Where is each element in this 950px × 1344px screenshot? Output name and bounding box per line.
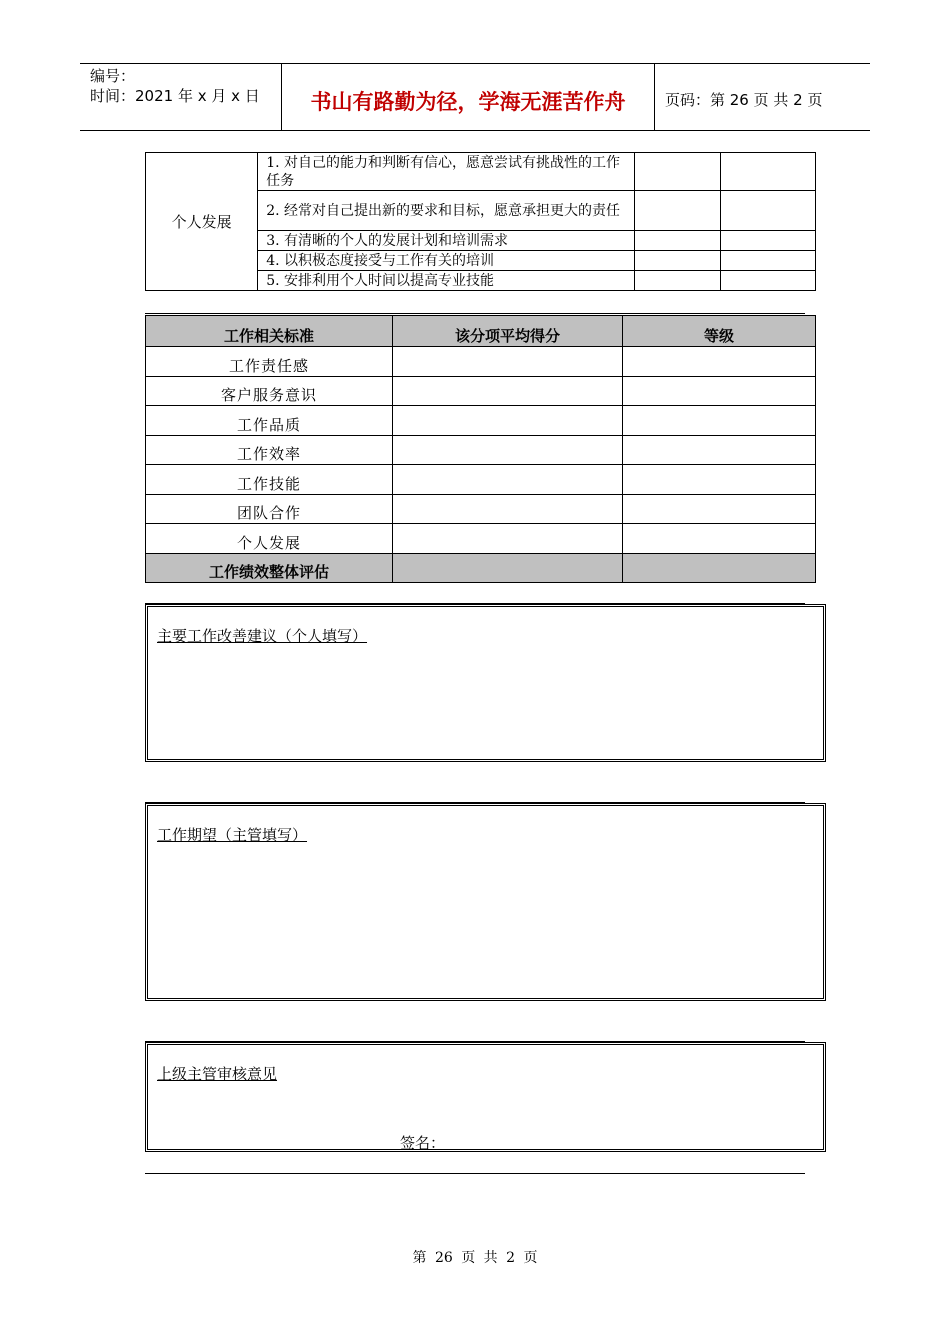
criteria-item: 1. 对自己的能力和判断有信心，愿意尝试有挑战性的工作任务 <box>258 153 635 191</box>
grade-cell[interactable] <box>720 271 815 291</box>
section-rule <box>145 313 805 314</box>
grade-cell[interactable] <box>623 435 816 465</box>
average-score-cell[interactable] <box>393 376 623 406</box>
criteria-item: 4. 以积极态度接受与工作有关的培训 <box>258 251 635 271</box>
grade-cell[interactable] <box>623 524 816 554</box>
grade-cell[interactable] <box>623 465 816 495</box>
header-top-rule <box>80 63 870 64</box>
score-cell[interactable] <box>635 231 720 251</box>
overall-score-cell[interactable] <box>393 553 623 583</box>
summary-table <box>145 315 816 583</box>
column-header-average-score: 该分项平均得分 <box>393 316 623 347</box>
grade-cell[interactable] <box>720 191 815 231</box>
average-score-cell[interactable] <box>393 347 623 377</box>
criteria-item: 5. 安排利用个人时间以提高专业技能 <box>258 271 635 291</box>
score-cell[interactable] <box>635 191 720 231</box>
score-cell[interactable] <box>635 251 720 271</box>
header-meta <box>90 66 260 106</box>
header-page-info: 页码：第 26 页 共 2 页 <box>665 91 823 109</box>
signature-label: 签名： <box>400 1134 446 1152</box>
supervisor-review-title: 上级主管审核意见 <box>157 1065 278 1083</box>
criteria-name: 工作技能 <box>146 465 393 495</box>
grade-cell[interactable] <box>623 406 816 436</box>
column-header-criteria: 工作相关标准 <box>146 316 393 347</box>
header-motto: 书山有路勤为径，学海无涯苦作舟 <box>310 90 626 114</box>
work-expectation-box[interactable] <box>145 803 826 1001</box>
page-footer: 第 26 页 共 2 页 <box>412 1250 538 1266</box>
grade-cell[interactable] <box>720 251 815 271</box>
grade-cell[interactable] <box>623 376 816 406</box>
grade-cell[interactable] <box>623 494 816 524</box>
criteria-name: 工作品质 <box>146 406 393 436</box>
document-number-label: 编号： <box>90 67 136 85</box>
criteria-name: 客户服务意识 <box>146 376 393 406</box>
average-score-cell[interactable] <box>393 435 623 465</box>
average-score-cell[interactable] <box>393 494 623 524</box>
section-rule <box>145 1173 805 1174</box>
criteria-name: 个人发展 <box>146 524 393 554</box>
criteria-item: 3. 有清晰的个人的发展计划和培训需求 <box>258 231 635 251</box>
work-expectation-title: 工作期望（主管填写） <box>157 826 308 844</box>
category-label: 个人发展 <box>146 153 258 291</box>
supervisor-review-box[interactable] <box>145 1042 826 1152</box>
grade-cell[interactable] <box>720 231 815 251</box>
overall-grade-cell[interactable] <box>623 553 816 583</box>
criteria-name: 工作责任感 <box>146 347 393 377</box>
document-time-label: 时间：2021 年 x 月 x 日 <box>90 87 260 105</box>
grade-cell[interactable] <box>720 153 815 191</box>
criteria-item: 2. 经常对自己提出新的要求和目标，愿意承担更大的责任 <box>258 191 635 231</box>
criteria-name: 工作效率 <box>146 435 393 465</box>
criteria-name: 团队合作 <box>146 494 393 524</box>
average-score-cell[interactable] <box>393 465 623 495</box>
average-score-cell[interactable] <box>393 406 623 436</box>
average-score-cell[interactable] <box>393 524 623 554</box>
overall-evaluation-label: 工作绩效整体评估 <box>146 553 393 583</box>
score-cell[interactable] <box>635 271 720 291</box>
improvement-suggestion-box[interactable] <box>145 604 826 762</box>
column-header-grade: 等级 <box>623 316 816 347</box>
grade-cell[interactable] <box>623 347 816 377</box>
header-bottom-rule <box>80 130 870 131</box>
header-divider <box>654 63 655 131</box>
score-cell[interactable] <box>635 153 720 191</box>
improvement-suggestion-title: 主要工作改善建议（个人填写） <box>157 627 368 645</box>
personal-development-table <box>145 152 816 291</box>
